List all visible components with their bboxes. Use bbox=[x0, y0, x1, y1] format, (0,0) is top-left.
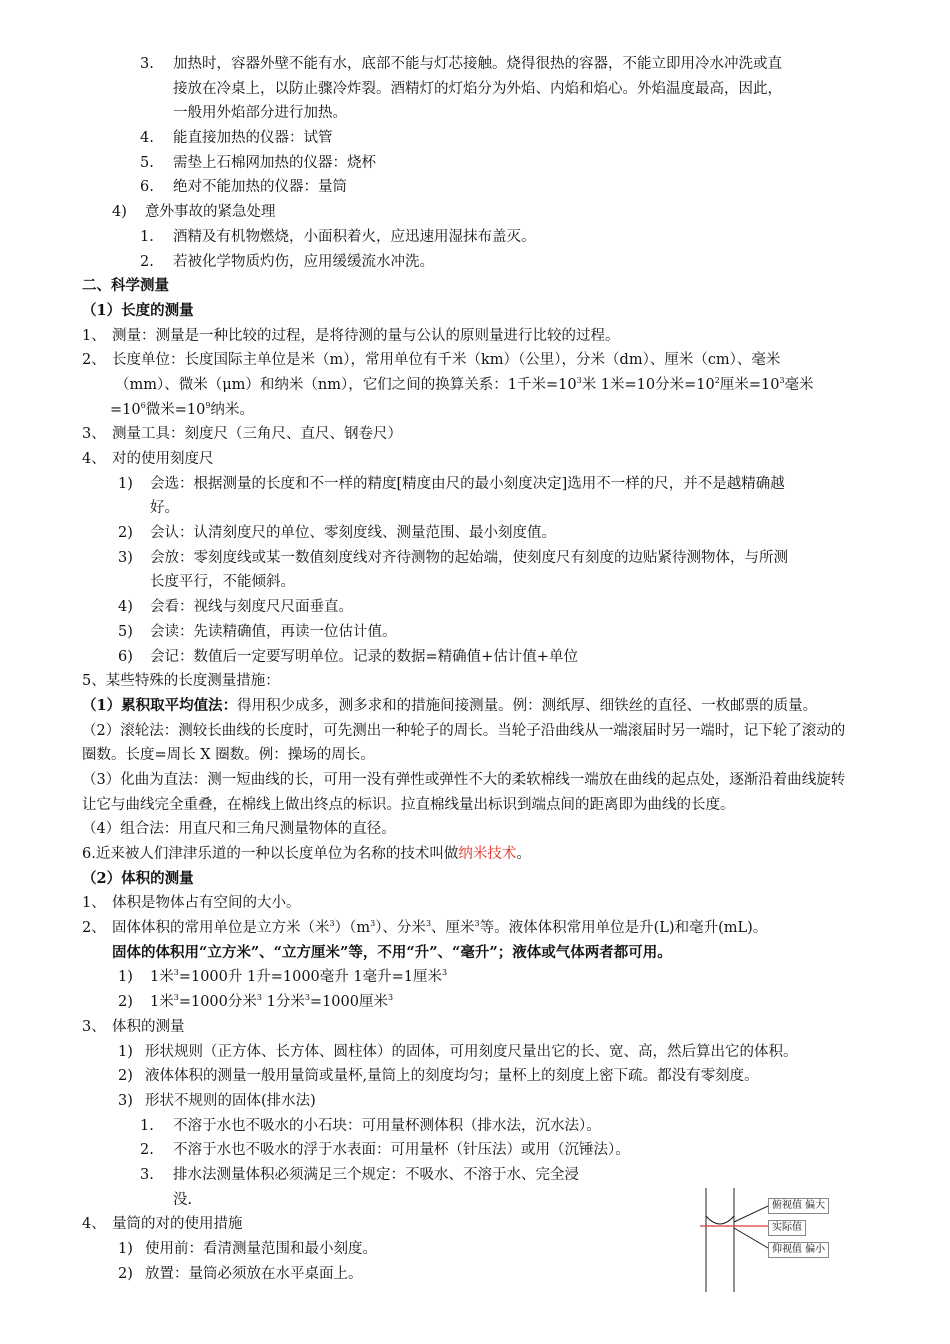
text-line bbox=[0, 324, 950, 349]
line-text bbox=[173, 225, 536, 250]
text-run: 意外事故的紧急处理 bbox=[145, 204, 276, 221]
line-text bbox=[173, 77, 782, 102]
meniscus-reading-figure bbox=[700, 1188, 850, 1292]
line-text bbox=[112, 422, 402, 447]
line-text bbox=[145, 1089, 316, 1114]
line-text bbox=[82, 842, 531, 867]
top-view-line bbox=[734, 1206, 768, 1222]
text-run: 长度平行，不能倾斜。 bbox=[150, 574, 295, 591]
line-number: 1) bbox=[118, 475, 133, 492]
superscript: 3 bbox=[425, 919, 432, 929]
text-line bbox=[0, 1015, 950, 1040]
superscript: 3 bbox=[779, 376, 785, 386]
line-text bbox=[145, 1040, 798, 1065]
text-run: 固体体积的常用单位是立方米（米 bbox=[112, 920, 330, 937]
text-run: 接放在冷桌上，以防止骤冷炸裂。酒精灯的灯焰分为外焰、内焰和焰心。外焰温度最高，因此， bbox=[173, 80, 782, 97]
text-run: 会看：视线与刻度尺尺面垂直。 bbox=[150, 599, 353, 616]
line-text bbox=[112, 447, 214, 472]
text-run: （1）长度的测量 bbox=[82, 301, 194, 319]
line-text bbox=[112, 891, 301, 916]
line-number: 1) bbox=[118, 969, 133, 986]
text-run: （3）化曲为直法：测一短曲线的长，可用一没有弹性或弹性不大的柔软棉线一端放在曲线的起点处，逐渐沿着曲线旋转 bbox=[82, 771, 846, 788]
line-text bbox=[145, 1064, 759, 1089]
text-run: （2）滚轮法：测较长曲线的长度时，可先测出一种轮子的周长。当轮子沿曲线从一端滚届时另一端时，记下轮了滚动的 bbox=[82, 722, 846, 739]
line-number: 3、 bbox=[82, 426, 106, 443]
text-run: 测量工具：刻度尺（三角尺、直尺、钢卷尺） bbox=[112, 426, 402, 443]
text-line bbox=[0, 645, 950, 670]
line-number: 2) bbox=[118, 1265, 133, 1282]
line-text bbox=[82, 743, 375, 768]
text-line bbox=[0, 719, 950, 744]
text-line bbox=[0, 52, 950, 77]
superscript: 6 bbox=[140, 400, 146, 410]
line-text bbox=[110, 398, 254, 423]
text-line bbox=[0, 1064, 950, 1089]
text-run: 纳米。 bbox=[210, 401, 254, 418]
text-line bbox=[0, 965, 950, 990]
line-text bbox=[82, 719, 845, 744]
text-run: =1000分米 bbox=[178, 994, 257, 1011]
line-number: 2) bbox=[118, 994, 133, 1011]
text-run: =1000厘米 bbox=[309, 994, 388, 1011]
text-run: 厘米=10 bbox=[719, 376, 780, 393]
line-text bbox=[112, 941, 672, 966]
line-number: 5. bbox=[140, 154, 154, 171]
line-text bbox=[150, 570, 295, 595]
text-run: 长度单位：长度国际主单位是米（m），常用单位有千米（km）（公里），分米（dm）、厘米（cm）、毫米 bbox=[112, 352, 781, 369]
text-line bbox=[0, 743, 950, 768]
text-run: 不溶于水也不吸水的小石块：可用量杯测体积（排水法，沉水法）。 bbox=[173, 1117, 601, 1134]
text-run: 、厘米 bbox=[431, 920, 475, 937]
text-line bbox=[0, 916, 950, 941]
line-text bbox=[150, 620, 397, 645]
line-text bbox=[150, 472, 785, 497]
line-text bbox=[173, 175, 347, 200]
text-line bbox=[0, 595, 950, 620]
actual-value-label: 实际值 bbox=[768, 1220, 806, 1236]
text-run: （2）体积的测量 bbox=[82, 869, 194, 887]
text-run: ）（m bbox=[334, 920, 371, 937]
line-number: 3) bbox=[118, 549, 133, 566]
line-text bbox=[173, 1188, 192, 1213]
line-number: 1) bbox=[118, 1043, 133, 1060]
line-text bbox=[150, 521, 556, 546]
text-run: 会读：先读精确值，再读一位估计值。 bbox=[150, 623, 397, 640]
line-number: 1、 bbox=[82, 895, 106, 912]
text-line bbox=[0, 200, 950, 225]
text-run: 对的使用刻度尺 bbox=[112, 451, 214, 467]
text-run: 绝对不能加热的仪器：量筒 bbox=[173, 179, 347, 196]
line-number: 2) bbox=[118, 525, 133, 542]
line-text bbox=[82, 299, 194, 324]
text-line bbox=[0, 669, 950, 694]
text-line bbox=[0, 1089, 950, 1114]
text-line bbox=[0, 398, 950, 423]
text-line bbox=[0, 842, 950, 867]
line-number: 3. bbox=[140, 56, 154, 72]
text-run: 毫米 bbox=[784, 376, 814, 393]
text-line bbox=[0, 175, 950, 200]
superscript: 3 bbox=[173, 993, 179, 1003]
text-run: 若被化学物质灼伤，应用缓缓流水冲洗。 bbox=[173, 253, 434, 270]
line-text bbox=[150, 595, 353, 620]
text-line bbox=[0, 373, 950, 398]
text-line bbox=[0, 348, 950, 373]
line-number: 2、 bbox=[82, 352, 106, 369]
text-run: =1000升 1升=1000毫升 1毫升=1厘米 bbox=[178, 969, 442, 986]
line-text bbox=[173, 126, 333, 151]
line-text bbox=[145, 1262, 363, 1287]
text-line bbox=[0, 472, 950, 497]
line-text bbox=[173, 1138, 630, 1163]
line-number: 1. bbox=[140, 1117, 154, 1134]
superscript: 3 bbox=[256, 993, 262, 1003]
text-run: 微米=10 bbox=[145, 401, 206, 418]
text-run: 形状规则（正方体、长方体、圆柱体）的固体，可用刻度尺量出它的长、宽、高，然后算出它的体积。 bbox=[145, 1043, 798, 1060]
text-line bbox=[0, 447, 950, 472]
superscript: 3 bbox=[576, 376, 582, 386]
bottom-view-line bbox=[734, 1228, 768, 1248]
line-text bbox=[150, 990, 393, 1015]
line-text bbox=[82, 768, 845, 793]
text-line bbox=[0, 570, 950, 595]
text-line bbox=[0, 250, 950, 275]
text-run: 一般用外焰部分进行加热。 bbox=[173, 105, 347, 122]
text-line bbox=[0, 274, 950, 299]
document-body bbox=[0, 52, 950, 1286]
text-line bbox=[0, 496, 950, 521]
text-line bbox=[0, 867, 950, 892]
line-text bbox=[173, 250, 434, 275]
text-run: 体积的测量 bbox=[112, 1018, 185, 1035]
text-line bbox=[0, 77, 950, 102]
text-run: 排水法测量体积必须满足三个规定：不吸水、不溶于水、完全浸 bbox=[173, 1166, 579, 1183]
line-text bbox=[112, 324, 620, 349]
line-text bbox=[145, 200, 276, 225]
text-run: 得用积少成多，测多求和的措施间接测量。例：测纸厚、细铁丝的直径、一枚邮票的质量。 bbox=[237, 697, 818, 714]
line-number: 1) bbox=[118, 1241, 133, 1257]
line-text bbox=[150, 645, 578, 670]
superscript: 3 bbox=[474, 919, 480, 929]
line-text bbox=[112, 1015, 185, 1040]
text-line bbox=[0, 891, 950, 916]
line-text bbox=[82, 274, 169, 299]
text-run: 体积是物体占有空间的大小。 bbox=[112, 895, 301, 912]
text-run: 1米 bbox=[150, 969, 174, 986]
superscript: 3 bbox=[387, 993, 394, 1003]
line-text bbox=[82, 867, 194, 892]
line-text bbox=[82, 793, 735, 818]
text-line bbox=[0, 521, 950, 546]
line-number: 4. bbox=[140, 130, 154, 147]
text-run: 能直接加热的仪器：试管 bbox=[173, 130, 333, 147]
text-run: 1米 bbox=[150, 994, 174, 1011]
text-line bbox=[0, 990, 950, 1015]
line-number: 6. bbox=[140, 179, 154, 196]
line-text bbox=[112, 916, 767, 941]
line-number: 3. bbox=[140, 1166, 154, 1183]
line-number: 2. bbox=[140, 1142, 154, 1159]
text-line bbox=[0, 225, 950, 250]
line-text bbox=[115, 373, 814, 398]
line-number: 4) bbox=[112, 204, 127, 221]
superscript: 3 bbox=[173, 968, 179, 978]
text-run: 没. bbox=[173, 1191, 193, 1208]
text-run: 等。液体体积常用单位是升(L)和毫升(mL)。 bbox=[479, 920, 768, 937]
text-run: 圈数。长度=周长 X 圈数。例：操场的周长。 bbox=[82, 747, 375, 764]
line-text bbox=[112, 348, 780, 373]
line-text bbox=[173, 101, 347, 126]
line-number: 4) bbox=[118, 599, 133, 616]
line-text bbox=[150, 496, 179, 521]
line-number: 2、 bbox=[82, 920, 106, 937]
text-run: 让它与曲线完全重叠，在棉线上做出终点的标识。拉直棉线量出标识到端点间的距离即为曲线的长度。 bbox=[82, 796, 735, 813]
text-run: 测量：测量是一种比较的过程，是将待测的量与公认的原则量进行比较的过程。 bbox=[112, 327, 620, 344]
text-line bbox=[0, 151, 950, 176]
superscript: 2 bbox=[714, 376, 720, 386]
line-number: 6) bbox=[118, 648, 133, 665]
superscript: 3 bbox=[441, 968, 448, 978]
text-run: 二、科学测量 bbox=[82, 277, 169, 295]
text-line bbox=[0, 1163, 950, 1188]
text-run: 加热时，容器外壁不能有水，底部不能与灯芯接触。烧得很热的容器，不能立即用冷水冲洗或直 bbox=[173, 56, 782, 72]
superscript: 3 bbox=[304, 993, 310, 1003]
text-run: 放置：量筒必须放在水平桌面上。 bbox=[145, 1265, 363, 1282]
line-text bbox=[173, 1114, 601, 1139]
line-text bbox=[112, 1212, 243, 1237]
line-text bbox=[82, 669, 280, 694]
line-number: 1. bbox=[140, 228, 154, 245]
text-line bbox=[0, 694, 950, 719]
line-text bbox=[82, 817, 396, 842]
line-text bbox=[82, 694, 817, 719]
line-number: 2) bbox=[118, 1068, 133, 1085]
line-text bbox=[173, 1163, 579, 1188]
text-run: （1）累积取平均值法： bbox=[82, 696, 238, 714]
line-text bbox=[145, 1237, 377, 1262]
text-run: 会认：认清刻度尺的单位、零刻度线、测量范围、最小刻度值。 bbox=[150, 525, 556, 542]
text-run: 液体体积的测量一般用量筒或量杯,量筒上的刻度均匀；量杯上的刻度上密下疏。都没有零刻度。 bbox=[145, 1068, 759, 1085]
highlight-text: 纳米技术 bbox=[458, 846, 517, 862]
text-run: ）、分米 bbox=[375, 920, 426, 937]
superscript: 3 bbox=[370, 919, 376, 929]
superscript: 3 bbox=[329, 919, 335, 929]
text-run: 会放：零刻度线或某一数值刻度线对齐待测物的起始端，使刻度尺有刻度的边贴紧待测物体，与所测 bbox=[150, 549, 788, 566]
text-line bbox=[0, 817, 950, 842]
text-run: 5、某些特殊的长度测量措施： bbox=[82, 673, 280, 690]
bottom-view-label: 仰视值 偏小 bbox=[768, 1242, 829, 1258]
line-text bbox=[150, 965, 447, 990]
text-run: 不溶于水也不吸水的浮于水表面：可用量杯（针压法）或用（沉锤法）。 bbox=[173, 1142, 630, 1159]
text-run: 会记：数值后一定要写明单位。记录的数据=精确值+估计值+单位 bbox=[150, 648, 578, 665]
superscript: 9 bbox=[205, 400, 211, 410]
line-number: 3) bbox=[118, 1092, 133, 1109]
line-number: 4、 bbox=[82, 451, 106, 467]
line-text bbox=[150, 546, 788, 571]
line-number: 3、 bbox=[82, 1018, 106, 1035]
text-run: 6.近来被人们津津乐道的一种以长度单位为名称的技术叫做 bbox=[82, 846, 459, 862]
text-run: 量筒的对的使用措施 bbox=[112, 1216, 243, 1233]
text-line bbox=[0, 1138, 950, 1163]
text-run: 1分米 bbox=[261, 994, 305, 1011]
text-run: 酒精及有机物燃烧，小面积着火，应迅速用湿抹布盖灭。 bbox=[173, 228, 536, 245]
text-line bbox=[0, 126, 950, 151]
text-run: （mm）、微米（μm）和纳米（nm），它们之间的换算关系：1千米=10 bbox=[115, 376, 577, 393]
text-line bbox=[0, 941, 950, 966]
text-line bbox=[0, 768, 950, 793]
text-line bbox=[0, 793, 950, 818]
text-run: 。 bbox=[516, 846, 531, 862]
line-text bbox=[173, 151, 376, 176]
text-run: 米 1米=10分米=10 bbox=[581, 376, 715, 393]
text-line bbox=[0, 299, 950, 324]
line-number: 2. bbox=[140, 253, 154, 270]
line-number: 5) bbox=[118, 623, 133, 640]
text-run: 会选：根据测量的长度和不一样的精度[精度由尺的最小刻度决定]选用不一样的尺，并不是越精确越 bbox=[150, 475, 785, 492]
text-run: （4）组合法：用直尺和三角尺测量物体的直径。 bbox=[82, 821, 396, 838]
text-line bbox=[0, 1114, 950, 1139]
text-run: =10 bbox=[110, 401, 141, 418]
text-run: 形状不规则的固体(排水法) bbox=[145, 1092, 316, 1109]
text-line bbox=[0, 101, 950, 126]
line-number: 1、 bbox=[82, 327, 106, 344]
text-line bbox=[0, 546, 950, 571]
text-run: 使用前：看清测量范围和最小刻度。 bbox=[145, 1241, 377, 1257]
line-number: 4、 bbox=[82, 1216, 106, 1233]
text-line bbox=[0, 620, 950, 645]
text-run: 固体的体积用“立方米”、“立方厘米”等，不用“升”、“毫升”；液体或气体两者都可用。 bbox=[112, 943, 672, 961]
line-text bbox=[173, 52, 782, 77]
top-view-label: 俯视值 偏大 bbox=[768, 1198, 829, 1214]
text-run: 需垫上石棉网加热的仪器：烧杯 bbox=[173, 154, 376, 171]
text-run: 好。 bbox=[150, 500, 179, 517]
text-line bbox=[0, 1040, 950, 1065]
text-line bbox=[0, 422, 950, 447]
